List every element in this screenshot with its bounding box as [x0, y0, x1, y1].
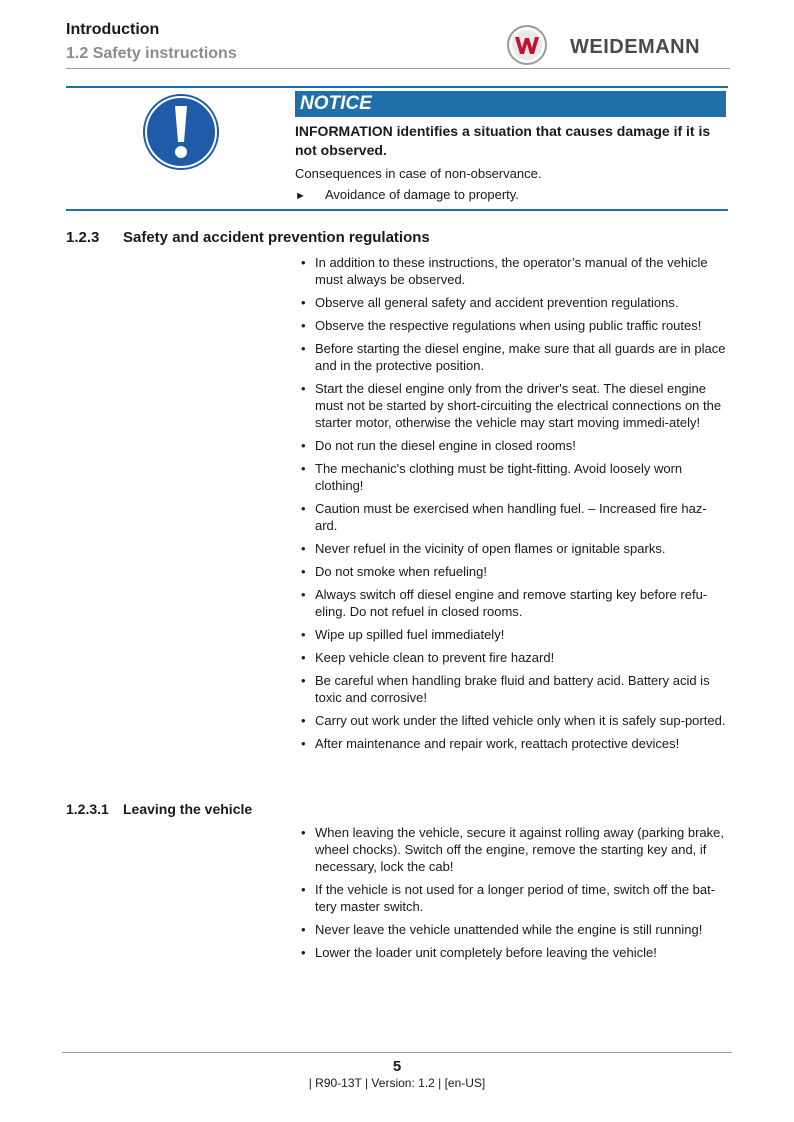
notice-action-text: Avoidance of damage to property.	[325, 187, 519, 202]
section-heading	[66, 229, 430, 246]
list-item: • Never leave the vehicle unattended while the engine is still running!	[301, 922, 703, 937]
brand-name: WEIDEMANN	[570, 36, 701, 58]
list-item: • Do not run the diesel engine in closed rooms!	[301, 438, 576, 453]
list-item: • Start the diesel engine only from the driver's seat. The diesel engine must not be started by short-circuiting the electrical connections on the starter motor, otherwise the vehicle may start moving immedi-ately!	[301, 381, 722, 430]
brand-logo	[506, 26, 726, 66]
header-divider	[66, 68, 730, 69]
safety-rules-list	[300, 254, 728, 758]
list-item: • Observe the respective regulations when using public traffic routes!	[301, 318, 702, 333]
list-item: • Wipe up spilled fuel immediately!	[301, 627, 505, 642]
section-title: Safety and accident prevention regulations	[123, 229, 430, 246]
list-item: • Lower the loader unit completely before leaving the vehicle!	[301, 945, 657, 960]
list-item: • Observe all general safety and accident prevention regulations.	[301, 295, 679, 310]
header-title: Introduction	[66, 21, 160, 38]
list-item: • Before starting the diesel engine, make sure that all guards are in place and in the protective position.	[301, 341, 726, 373]
list-item: • Keep vehicle clean to prevent fire hazard!	[301, 650, 555, 665]
notice-box	[66, 86, 728, 211]
leaving-vehicle-list	[300, 824, 728, 967]
notice-label: NOTICE	[300, 93, 372, 114]
list-item: • The mechanic's clothing must be tight-fitting. Avoid loosely worn clothing!	[301, 461, 683, 493]
list-item: • Be careful when handling brake fluid and battery acid. Battery acid is toxic and corrosive!	[301, 673, 710, 705]
list-item: • Carry out work under the lifted vehicle only when it is safely sup-ported.	[301, 713, 726, 728]
list-item: • Never refuel in the vicinity of open flames or ignitable sparks.	[301, 541, 666, 556]
weidemann-w-logo-icon	[506, 24, 548, 66]
subsection-title: Leaving the vehicle	[123, 801, 253, 817]
notice-consequence: Consequences in case of non-observance.	[295, 166, 542, 181]
notice-action	[295, 187, 519, 202]
action-arrow-icon: ►	[295, 190, 306, 202]
document-id: | R90-13T | Version: 1.2 | [en-US]	[308, 1076, 486, 1090]
header-subtitle: 1.2 Safety instructions	[66, 45, 237, 62]
page-number: 5	[392, 1058, 402, 1075]
list-item: • In addition to these instructions, the operator’s manual of the vehicle must always be observed.	[301, 255, 708, 287]
list-item: • After maintenance and repair work, reattach protective devices!	[301, 736, 680, 751]
subsection-number: 1.2.3.1	[66, 801, 109, 817]
footer-divider	[62, 1052, 732, 1053]
section-number: 1.2.3	[66, 229, 100, 246]
list-item: • Caution must be exercised when handling fuel. – Increased fire haz-ard.	[301, 501, 707, 533]
list-item: • When leaving the vehicle, secure it against rolling away (parking brake, wheel chocks). Switch off the engine, remove the starting key and, if necessary, lock the cab!	[301, 825, 724, 874]
notice-header-bar	[295, 91, 726, 117]
notice-information: INFORMATION identifies a situation that causes damage if it is not observed.	[295, 123, 711, 158]
mandatory-exclamation-icon	[141, 92, 221, 172]
list-item: • Do not smoke when refueling!	[301, 564, 487, 579]
list-item: • Always switch off diesel engine and remove starting key before refu-eling. Do not refuel in closed rooms.	[301, 587, 708, 619]
list-item: • If the vehicle is not used for a longer period of time, switch off the bat-tery master switch.	[301, 882, 716, 914]
subsection-heading	[66, 801, 252, 817]
